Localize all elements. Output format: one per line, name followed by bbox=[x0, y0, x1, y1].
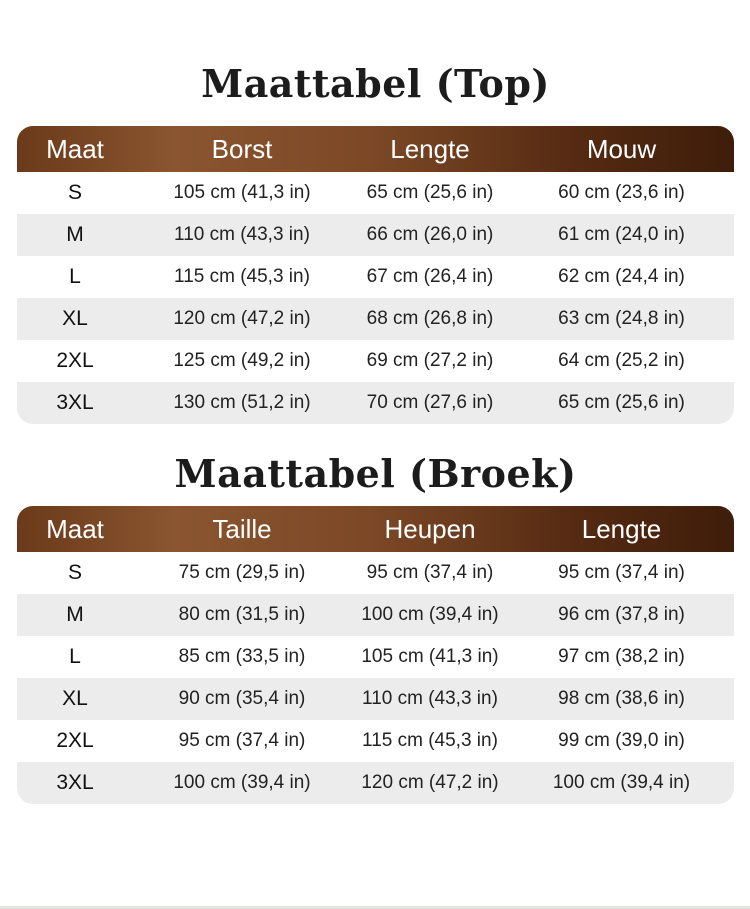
size-table-top bbox=[17, 126, 734, 424]
length-value: 66 cm (26,0 in) bbox=[366, 224, 494, 245]
length-value: 100 cm (39,4 in) bbox=[552, 772, 691, 793]
chest-value: 125 cm (49,2 in) bbox=[173, 350, 311, 371]
size-label: 3XL bbox=[56, 771, 94, 794]
waist-value: 95 cm (37,4 in) bbox=[178, 730, 306, 751]
table-row bbox=[17, 636, 734, 678]
table-body bbox=[17, 172, 734, 424]
sleeve-value: 62 cm (24,4 in) bbox=[558, 266, 685, 287]
length-value: 69 cm (27,2 in) bbox=[366, 350, 494, 371]
header-mouw: Mouw bbox=[586, 133, 657, 164]
length-value: 67 cm (26,4 in) bbox=[366, 266, 494, 287]
length-value: 68 cm (26,8 in) bbox=[366, 308, 494, 329]
chest-value: 115 cm (45,3 in) bbox=[174, 266, 310, 287]
header-lengte: Lengte bbox=[390, 133, 470, 164]
size-chart-top-title: Maattabel (Top) bbox=[201, 61, 550, 106]
chest-value: 110 cm (43,3 in) bbox=[174, 224, 310, 245]
table-row bbox=[17, 340, 734, 382]
size-label: M bbox=[66, 603, 84, 626]
size-label: 3XL bbox=[56, 391, 94, 414]
table-row bbox=[17, 172, 734, 214]
hips-value: 120 cm (47,2 in) bbox=[361, 772, 499, 793]
table-row bbox=[17, 382, 734, 424]
table-row bbox=[17, 214, 734, 256]
table-body bbox=[17, 552, 734, 804]
header-taille: Taille bbox=[212, 513, 272, 544]
waist-value: 85 cm (33,5 in) bbox=[178, 646, 306, 667]
chest-value: 105 cm (41,3 in) bbox=[173, 182, 311, 203]
length-value: 96 cm (37,8 in) bbox=[558, 604, 685, 625]
hips-value: 115 cm (45,3 in) bbox=[362, 730, 498, 751]
sleeve-value: 60 cm (23,6 in) bbox=[558, 182, 685, 203]
length-value: 65 cm (25,6 in) bbox=[366, 182, 494, 203]
sleeve-value: 63 cm (24,8 in) bbox=[558, 308, 685, 329]
sleeve-value: 65 cm (25,6 in) bbox=[558, 392, 685, 413]
table-header-row bbox=[17, 506, 734, 552]
size-label: M bbox=[66, 223, 84, 246]
length-value: 99 cm (39,0 in) bbox=[558, 730, 685, 751]
hips-value: 100 cm (39,4 in) bbox=[361, 604, 499, 625]
header-maat: Maat bbox=[46, 513, 104, 544]
size-label: L bbox=[69, 265, 81, 288]
table-row bbox=[17, 298, 734, 340]
waist-value: 90 cm (35,4 in) bbox=[178, 688, 306, 709]
table-row bbox=[17, 256, 734, 298]
length-value: 95 cm (37,4 in) bbox=[558, 562, 685, 583]
size-label: L bbox=[69, 645, 81, 668]
size-chart-top bbox=[17, 56, 734, 424]
waist-value: 80 cm (31,5 in) bbox=[178, 604, 306, 625]
table-header-row bbox=[17, 126, 734, 172]
header-maat: Maat bbox=[46, 133, 104, 164]
waist-value: 100 cm (39,4 in) bbox=[173, 772, 311, 793]
length-value: 98 cm (38,6 in) bbox=[558, 688, 685, 709]
size-label: S bbox=[67, 181, 82, 204]
header-lengte: Lengte bbox=[581, 513, 662, 544]
table-row bbox=[17, 762, 734, 804]
table-row bbox=[17, 720, 734, 762]
header-heupen: Heupen bbox=[384, 513, 476, 544]
waist-value: 75 cm (29,5 in) bbox=[178, 562, 306, 583]
hips-value: 95 cm (37,4 in) bbox=[366, 562, 494, 583]
table-row bbox=[17, 594, 734, 636]
size-label: S bbox=[67, 561, 82, 584]
size-label: 2XL bbox=[56, 729, 94, 752]
header-borst: Borst bbox=[211, 133, 273, 164]
chest-value: 120 cm (47,2 in) bbox=[173, 308, 311, 329]
size-label: XL bbox=[62, 307, 88, 330]
table-row bbox=[17, 678, 734, 720]
length-value: 97 cm (38,2 in) bbox=[558, 646, 685, 667]
size-label: 2XL bbox=[56, 349, 94, 372]
sleeve-value: 61 cm (24,0 in) bbox=[558, 224, 685, 245]
hips-value: 110 cm (43,3 in) bbox=[362, 688, 498, 709]
chest-value: 130 cm (51,2 in) bbox=[173, 392, 311, 413]
size-label: XL bbox=[62, 687, 88, 710]
sleeve-value: 64 cm (25,2 in) bbox=[558, 350, 685, 371]
length-value: 70 cm (27,6 in) bbox=[366, 392, 494, 413]
size-chart-pants bbox=[17, 446, 734, 804]
hips-value: 105 cm (41,3 in) bbox=[361, 646, 499, 667]
size-chart-pants-title: Maattabel (Broek) bbox=[174, 451, 577, 496]
table-row bbox=[17, 552, 734, 594]
size-table-pants bbox=[17, 506, 734, 804]
